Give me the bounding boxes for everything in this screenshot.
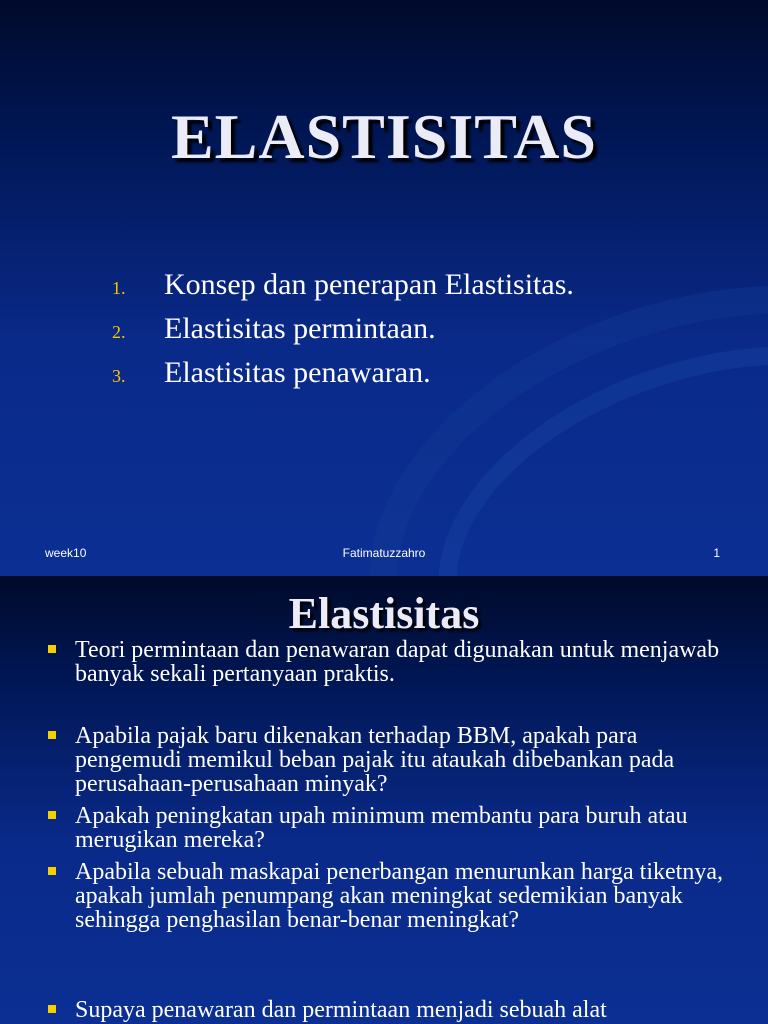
bullet-text: Supaya penawaran dan permintaan menjadi sebuah alat [75, 997, 607, 1023]
topic-list [112, 268, 574, 400]
square-bullet-icon [48, 811, 56, 819]
list-item-text: Elastisitas permintaan. [164, 312, 436, 345]
list-number: 3. [112, 366, 126, 386]
slide-2-title: Elastisitas [288, 589, 480, 638]
bullet-text: Teori permintaan dan penawaran dapat digunakan untuk menjawab banyak sekali pertanyaan praktis. [75, 637, 720, 687]
square-bullet-icon [48, 731, 56, 739]
slide-2 [0, 576, 768, 1024]
bullet-text: Apakah peningkatan upah minimum membantu para buruh atau merugikan mereka? [75, 803, 688, 853]
list-number: 2. [112, 322, 126, 342]
footer-left: week10 [45, 546, 87, 560]
bullet-text: Apabila pajak baru dikenakan terhadap BBM, apakah para pengemudi memikul beban pajak itu ataukah dibebankan pada perusahaan-perusahaan minyak? [75, 723, 675, 797]
square-bullet-icon [48, 1005, 56, 1013]
list-number: 1. [112, 278, 126, 298]
footer-center: Fatimatuzzahro [342, 546, 426, 560]
list-item-text: Elastisitas penawaran. [164, 356, 431, 389]
list-item-text: Konsep dan penerapan Elastisitas. [164, 268, 574, 301]
list-item [112, 312, 574, 356]
slide-1-title: ELASTISITAS [170, 101, 598, 172]
square-bullet-icon [48, 645, 56, 653]
list-item [112, 356, 574, 400]
square-bullet-icon [48, 867, 56, 875]
footer-page-number: 1 [713, 546, 720, 560]
bullet-text: Apabila sebuah maskapai penerbangan menurunkan harga tiketnya, apakah jumlah penumpang akan meningkat sedemikian banyak sehingga penghasilan benar-benar meningkat? [75, 859, 723, 933]
list-item [112, 268, 574, 312]
